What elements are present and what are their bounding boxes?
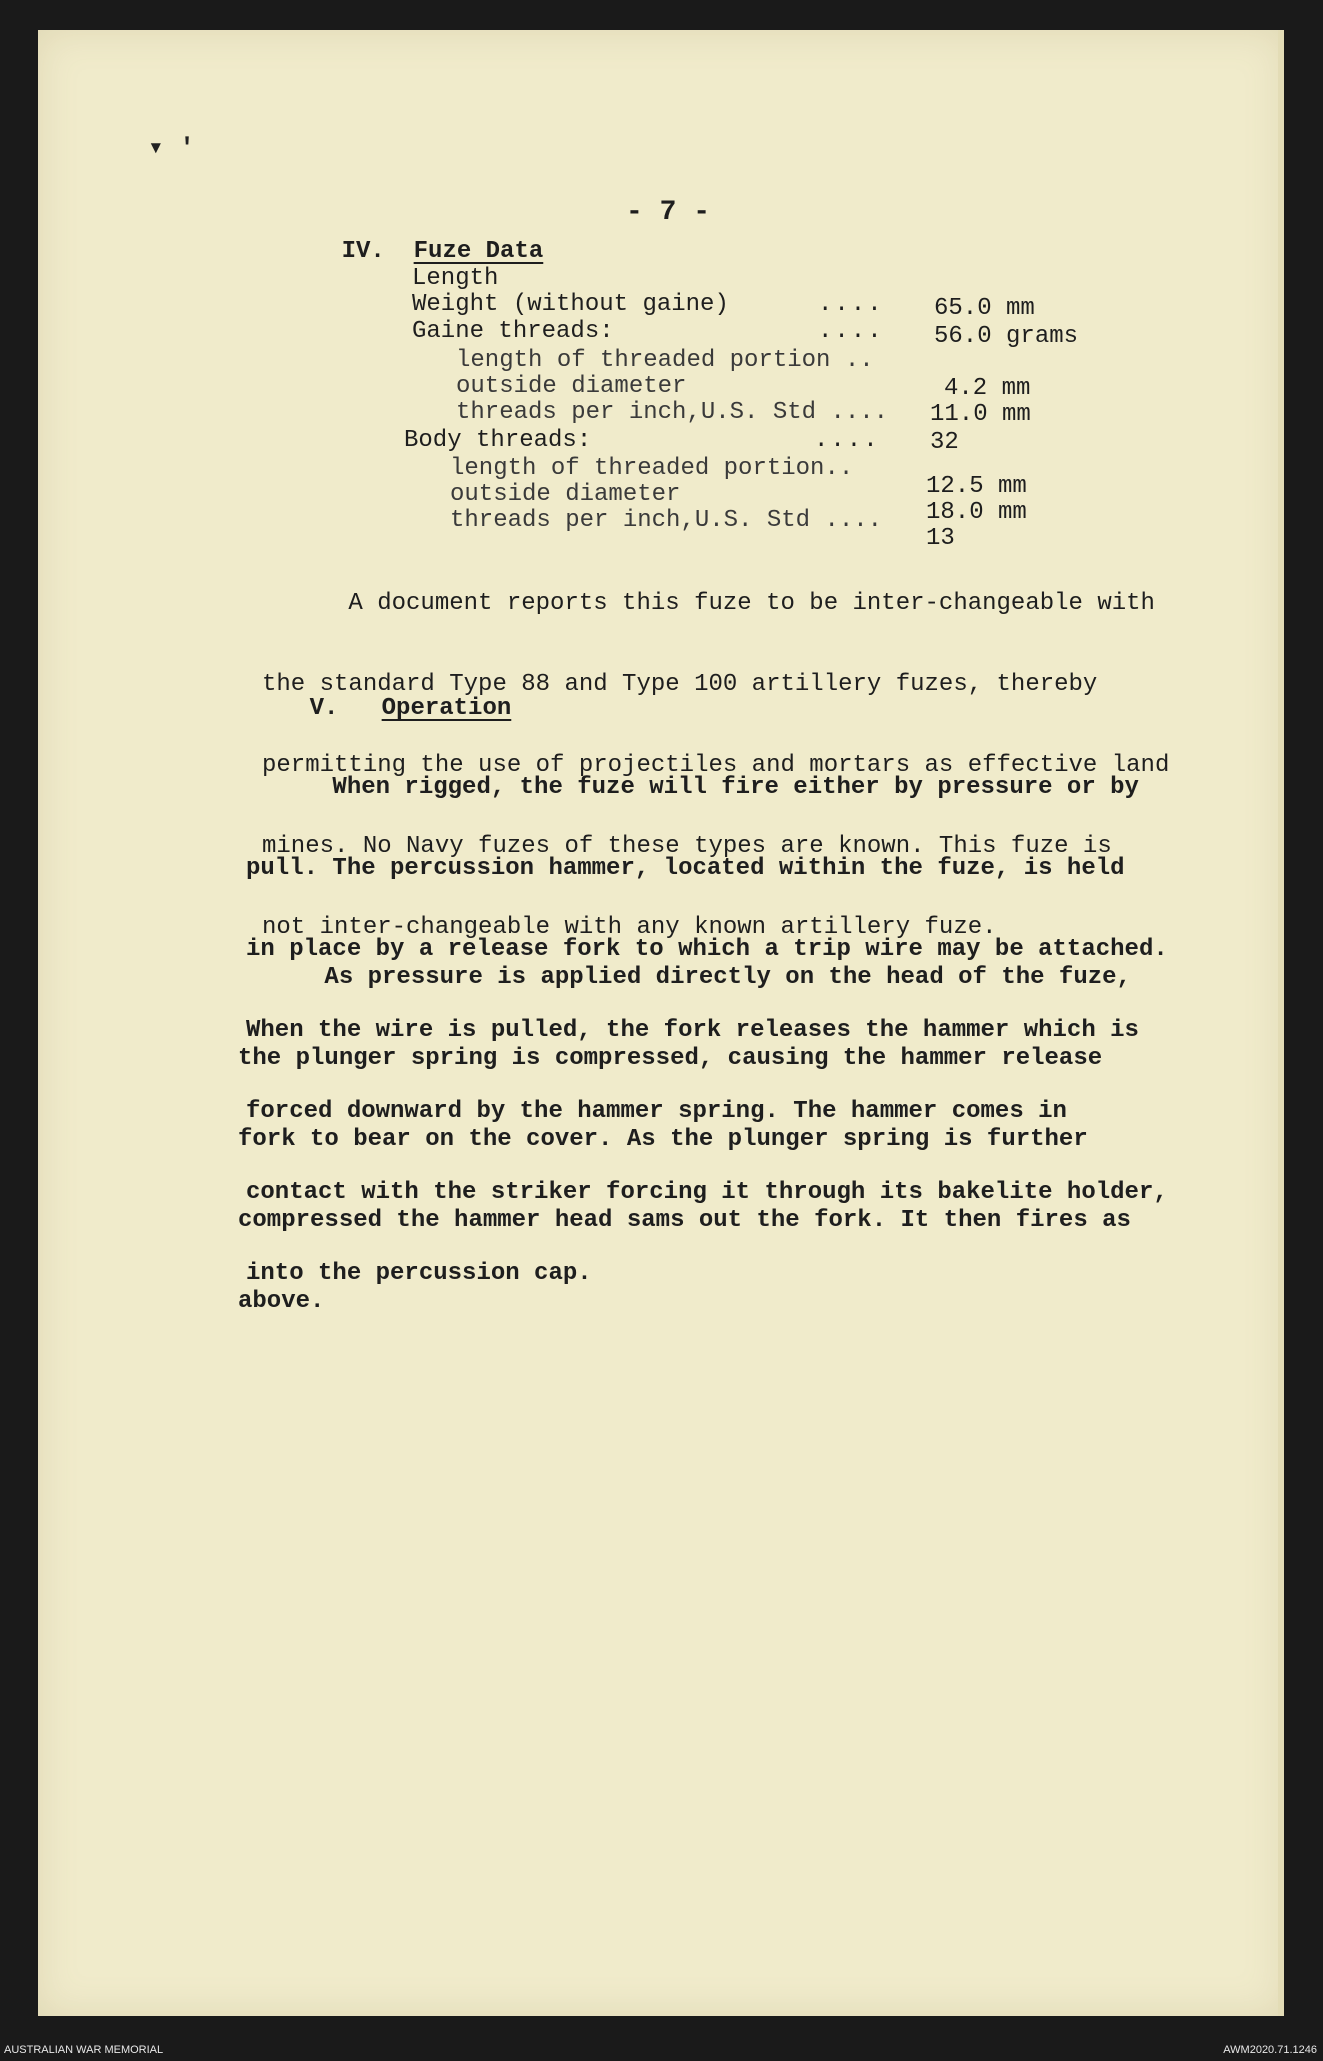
spec-gaine-threads-label: threads per inch,U.S. Std .... bbox=[456, 399, 889, 426]
spec-gaine-value: 56.0 grams bbox=[934, 323, 1079, 350]
spec-body-value: 32 bbox=[930, 429, 959, 456]
document-page bbox=[38, 30, 1284, 2016]
spec-body-threads-value: 13 bbox=[926, 525, 955, 552]
text-line: not inter-changeable with any known artillery fuze. bbox=[262, 914, 997, 941]
spec-gaine-length-label: length of threaded portion .. bbox=[456, 347, 874, 374]
spec-body-dots: .... bbox=[814, 427, 880, 454]
text-line: When rigged, the fuze will fire either by pressure or by bbox=[246, 774, 1139, 801]
text-line: When the wire is pulled, the fork releases the hammer which is bbox=[246, 1017, 1139, 1044]
spec-length-label: Length bbox=[412, 265, 499, 292]
spec-gaine-label: Gaine threads: bbox=[412, 318, 614, 345]
spec-weight-label: Weight (without gaine) bbox=[412, 291, 729, 318]
spec-body-threads-label: threads per inch,U.S. Std .... bbox=[450, 507, 883, 534]
header-marks: ▾ ʹ bbox=[148, 133, 195, 163]
text-line: As pressure is applied directly on the head of the fuze, bbox=[238, 964, 1131, 991]
footer-reference: AWM2020.71.1246 bbox=[1223, 2044, 1317, 2056]
spec-body-length-value: 12.5 mm bbox=[926, 473, 1027, 500]
spec-gaine-outside-value: 4.2 mm bbox=[944, 375, 1031, 402]
section-v-numeral: V. bbox=[309, 695, 339, 722]
spec-body-outside-value: 18.0 mm bbox=[926, 499, 1027, 526]
text-line: in place by a release fork to which a trip wire may be attached. bbox=[246, 936, 1168, 963]
text-line: above. bbox=[238, 1288, 325, 1315]
spec-weight-dots: .... bbox=[818, 291, 884, 318]
text-line: pull. The percussion hammer, located within the fuze, is held bbox=[246, 855, 1125, 882]
text-line: mines. No Navy fuzes of these types are known. This fuze is bbox=[262, 833, 1112, 860]
page-number: - 7 - bbox=[626, 197, 711, 228]
spec-gaine-outside-label: outside diameter bbox=[456, 373, 687, 400]
footer-institution: AUSTRALIAN WAR MEMORIAL bbox=[4, 2044, 164, 2056]
text-line: compressed the hammer head sams out the fork. It then fires as bbox=[238, 1207, 1131, 1234]
spec-weight-value: 65.0 mm bbox=[934, 295, 1035, 322]
text-line: A document reports this fuze to be inter-changeable with bbox=[262, 590, 1155, 617]
spec-gaine-threads-value: 11.0 mm bbox=[930, 401, 1031, 428]
text-line: contact with the striker forcing it through its bakelite holder, bbox=[246, 1179, 1168, 1206]
paragraph-operation-pressure bbox=[238, 910, 1131, 1369]
section-iv-title: Fuze Data bbox=[413, 238, 544, 265]
text-line: fork to bear on the cover. As the plunger spring is further bbox=[238, 1126, 1088, 1153]
spec-gaine-dots: .... bbox=[818, 318, 884, 345]
text-line: the standard Type 88 and Type 100 artillery fuzes, thereby bbox=[262, 671, 1098, 698]
spec-body-label: Body threads: bbox=[404, 427, 592, 454]
text-line: the plunger spring is compressed, causing the hammer release bbox=[238, 1045, 1103, 1072]
page-edge bbox=[1278, 30, 1284, 2016]
section-v-title: Operation bbox=[381, 695, 512, 722]
spec-body-length-label: length of threaded portion.. bbox=[450, 455, 854, 482]
spec-body-outside-label: outside diameter bbox=[450, 481, 681, 508]
text-line: permitting the use of projectiles and mortars as effective land bbox=[262, 752, 1170, 779]
text-line: into the percussion cap. bbox=[246, 1260, 592, 1287]
text-line: forced downward by the hammer spring. The hammer comes in bbox=[246, 1098, 1067, 1125]
section-iv-numeral: IV. bbox=[341, 238, 385, 265]
